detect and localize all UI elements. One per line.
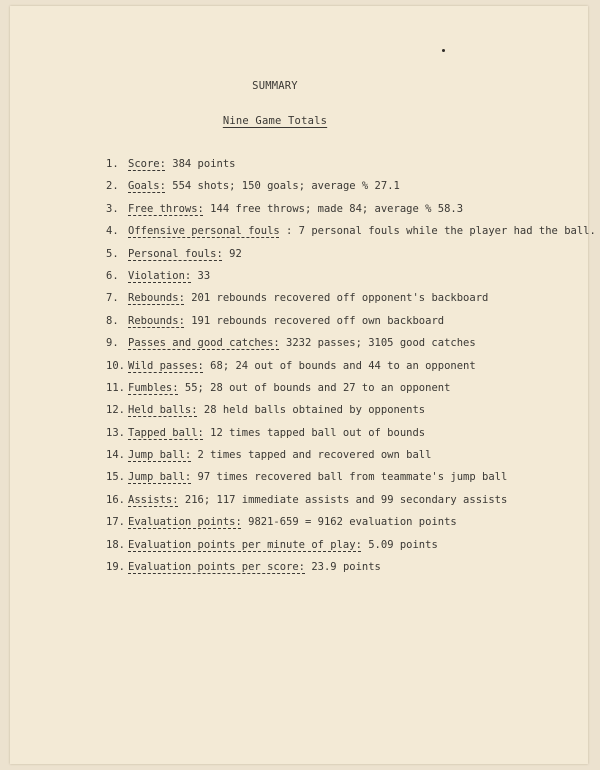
item-label: Wild passes: (128, 359, 204, 372)
document-page (10, 6, 596, 764)
item-label: Held balls: (128, 404, 198, 417)
list-item (106, 201, 596, 223)
item-number: 6. (106, 269, 119, 282)
item-number: 17. (106, 516, 125, 529)
item-label: Passes and good catches: (128, 337, 280, 350)
item-text: 554 shots; 150 goals; average % 27.1 (165, 180, 400, 193)
list-item (106, 156, 596, 178)
item-text: 191 rebounds recovered off own backboard (184, 314, 445, 327)
item-number: 18. (106, 538, 125, 551)
item-text: 9821-659 = 9162 evaluation points (241, 516, 457, 529)
item-number: 15. (106, 471, 125, 484)
page-title: SUMMARY (252, 80, 298, 92)
item-label: Rebounds: (128, 314, 185, 327)
item-text: 5.09 points (361, 538, 438, 551)
list-item (106, 425, 596, 447)
item-number: 10. (106, 359, 125, 372)
item-label: Evaluation points per minute of play: (128, 538, 362, 551)
item-text: 55; 28 out of bounds and 27 to an opponent (178, 381, 451, 394)
list-item (106, 290, 596, 312)
item-text: 23.9 points (305, 561, 381, 574)
item-number: 14. (106, 449, 125, 462)
list-item (106, 447, 596, 469)
item-text: 28 held balls obtained by opponents (197, 404, 426, 417)
item-label: Personal fouls: (128, 247, 223, 260)
item-number: 9. (106, 337, 119, 350)
item-label: Jump ball: (128, 471, 192, 484)
item-text: 384 points (165, 158, 236, 170)
list-item (106, 492, 596, 514)
item-label: Violation: (128, 269, 192, 282)
item-label: Score: (128, 158, 166, 170)
item-text: 33 (191, 269, 211, 282)
item-label: Evaluation points per score: (128, 561, 306, 574)
list-item (106, 380, 596, 402)
item-number: 12. (106, 404, 125, 417)
item-number: 13. (106, 426, 125, 439)
item-number: 19. (106, 561, 125, 574)
list-item (106, 537, 596, 559)
list-item (106, 559, 596, 581)
list-item (106, 358, 596, 380)
item-text: 97 times recovered ball from teammate's jump ball (191, 471, 508, 484)
item-number: 3. (106, 202, 119, 215)
item-number: 5. (106, 247, 119, 260)
list-item (106, 246, 596, 268)
statistics-list (106, 156, 596, 581)
item-number: 16. (106, 493, 125, 506)
item-text: 144 free throws; made 84; average % 58.3 (203, 202, 464, 215)
item-text: : 7 personal fouls while the player had the ball. (279, 225, 596, 238)
item-text: 68; 24 out of bounds and 44 to an opponent (203, 359, 476, 372)
item-number: 1. (106, 158, 119, 170)
list-item (106, 223, 596, 245)
item-number: 4. (106, 225, 119, 238)
list-item (106, 335, 596, 357)
item-label: Assists: (128, 493, 179, 506)
list-item (106, 313, 596, 335)
item-text: 201 rebounds recovered off opponent's backboard (184, 292, 489, 305)
list-item (106, 268, 596, 290)
item-text: 2 times tapped and recovered own ball (191, 449, 432, 462)
item-text: 92 (222, 247, 242, 260)
list-item (106, 469, 596, 491)
item-text: 3232 passes; 3105 good catches (279, 337, 476, 350)
item-number: 2. (106, 180, 119, 193)
list-item (106, 514, 596, 536)
list-item (106, 402, 596, 424)
item-label: Rebounds: (128, 292, 185, 305)
item-label: Tapped ball: (128, 426, 204, 439)
item-label: Offensive personal fouls (128, 225, 280, 238)
list-item (106, 178, 596, 200)
page-subtitle: Nine Game Totals (222, 115, 328, 127)
item-label: Free throws: (128, 202, 204, 215)
item-number: 11. (106, 381, 125, 394)
item-number: 7. (106, 292, 119, 305)
item-label: Evaluation points: (128, 516, 242, 529)
item-label: Jump ball: (128, 449, 192, 462)
item-text: 216; 117 immediate assists and 99 secondary assists (178, 493, 508, 506)
item-text: 12 times tapped ball out of bounds (203, 426, 426, 439)
item-label: Fumbles: (128, 381, 179, 394)
ink-dot (442, 49, 445, 52)
item-number: 8. (106, 314, 119, 327)
item-label: Goals: (128, 180, 166, 193)
